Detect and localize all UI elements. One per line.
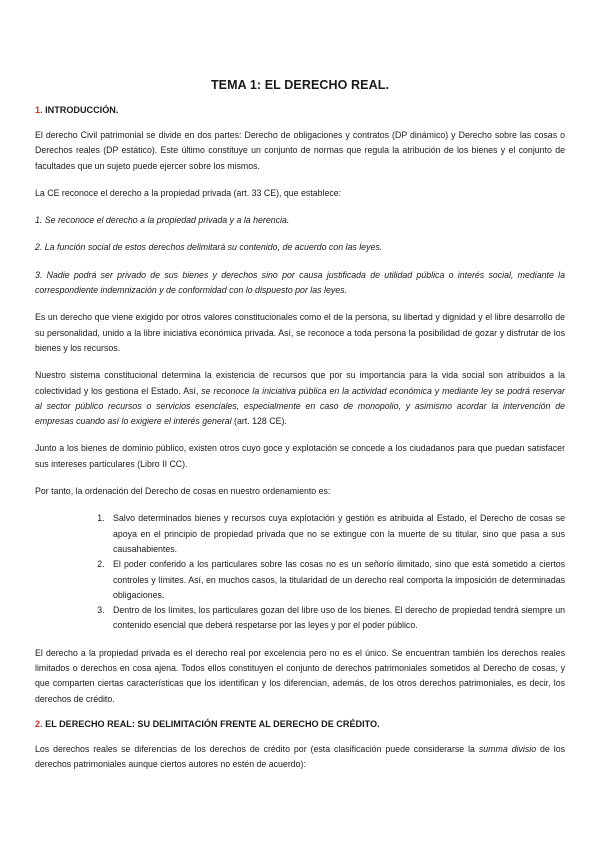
paragraph-6: Por tanto, la ordenación del Derecho de cosas en nuestro ordenamiento es: xyxy=(35,486,331,497)
quote-3: 3. Nadie podrá ser privado de sus bienes y derechos sino por causa justificada de utilidad pública o interés social, mediante la correspondiente indemnización y de conformidad con lo dispuesto por las leyes. xyxy=(35,269,565,296)
paragraph-2: La CE reconoce el derecho a la propiedad privada (art. 33 CE), que establece: xyxy=(35,187,342,198)
paragraph-8-text-a: Los derechos reales se diferencias de los derechos de crédito por (esta clasificación puede considerarse la xyxy=(35,743,479,754)
paragraph-5: Junto a los bienes de dominio público, existen otros cuyo goce y explotación se concede a los ciudadanos para que puedan satisfacer sus intereses particulares (Libro II CC). xyxy=(35,443,565,469)
ordering-list xyxy=(35,511,565,633)
paragraph-4 xyxy=(35,368,565,429)
paragraph-7: El derecho a la propiedad privada es el derecho real por excelencia pero no es el único. Se encuentran también los derechos reales limitados o derechos en cosa ajena. Todos ellos constituyen el conjunto de derechos patrimoniales sometidos al Derecho de cosas, y que comparten ciertas características que los identifican y los diferencian, además, de los otros derechos patrimoniales, es decir, los derechos de crédito. xyxy=(35,647,565,704)
paragraph-1: El derecho Civil patrimonial se divide en dos partes: Derecho de obligaciones y contratos (DP dinámico) y Derecho sobre las cosas o Derechos reales (DP estático). Este último constituye un conjunto de normas que regula la atribución de los bienes y el conjunto de facultades que un sujeto puede ejercer sobre los mismos. xyxy=(35,130,565,171)
section-2-number: 2. xyxy=(35,718,43,729)
list-item: 3. Dentro de los límites, los particulares gozan del libre uso de los bienes. El derecho de propiedad tendrá siempre un contenido esencial que deberá respetarse por las leyes y por el poder público. xyxy=(107,603,565,634)
paragraph-8-term: summa divisio xyxy=(478,743,537,754)
paragraph-4-text-a: Nuestro sistema constitucional determina la existencia de recursos que por su importancia para la vida social son atribuidos a la colectividad y los gestiona el Estado. Así, xyxy=(35,370,565,396)
quote-1: 1. Se reconoce el derecho a la propiedad privada y a la herencia. xyxy=(35,215,290,226)
paragraph-4-text-c: (art. 128 CE). xyxy=(231,416,287,427)
section-2-title: EL DERECHO REAL: SU DELIMITACIÓN FRENTE AL DERECHO DE CRÉDITO. xyxy=(45,718,380,729)
section-1-heading xyxy=(35,105,565,115)
paragraph-3: Es un derecho que viene exigido por otros valores constitucionales como el de la persona, su libertad y dignidad y el libre desarrollo de su personalidad, unido a la libre iniciativa económica privada. Así, se reconoce a toda persona la posibilidad de gozar y disfrutar de los bienes y los recursos. xyxy=(35,312,565,353)
page-title: TEMA 1: EL DERECHO REAL. xyxy=(210,78,390,92)
section-1-title: INTRODUCCIÓN. xyxy=(45,105,119,115)
quote-2: 2. La función social de estos derechos delimitará su contenido, de acuerdo con las leyes. xyxy=(35,242,383,253)
section-1-number: 1. xyxy=(35,105,43,115)
paragraph-8 xyxy=(35,742,565,773)
paragraph-8-text-c: de los derechos patrimoniales aunque ciertos autores no estén de acuerdo): xyxy=(35,743,565,770)
section-2-heading xyxy=(35,719,565,729)
list-item: 1. Salvo determinados bienes y recursos cuya explotación y gestión es atribuida al Estado, el Derecho de cosas se apoya en el principio de propiedad privada que no se extingue con la muerte de su titular, sino que pasa a sus causahabientes. xyxy=(107,511,565,557)
paragraph-4-quote: se reconoce la iniciativa pública en la actividad económica y mediante ley se podrá reservar al sector público recursos o servicios esenciales, especialmente en caso de monopolio, y asimismo acordar la intervención de empresas cuando así lo exigiere el interés general xyxy=(35,385,565,427)
list-item: 2. El poder conferido a los particulares sobre las cosas no es un señorío ilimitado, sino que está sometido a ciertos controles y límites. Así, en muchos casos, la titularidad de un derecho real comporta la imposición de determinadas obligaciones. xyxy=(107,557,565,603)
